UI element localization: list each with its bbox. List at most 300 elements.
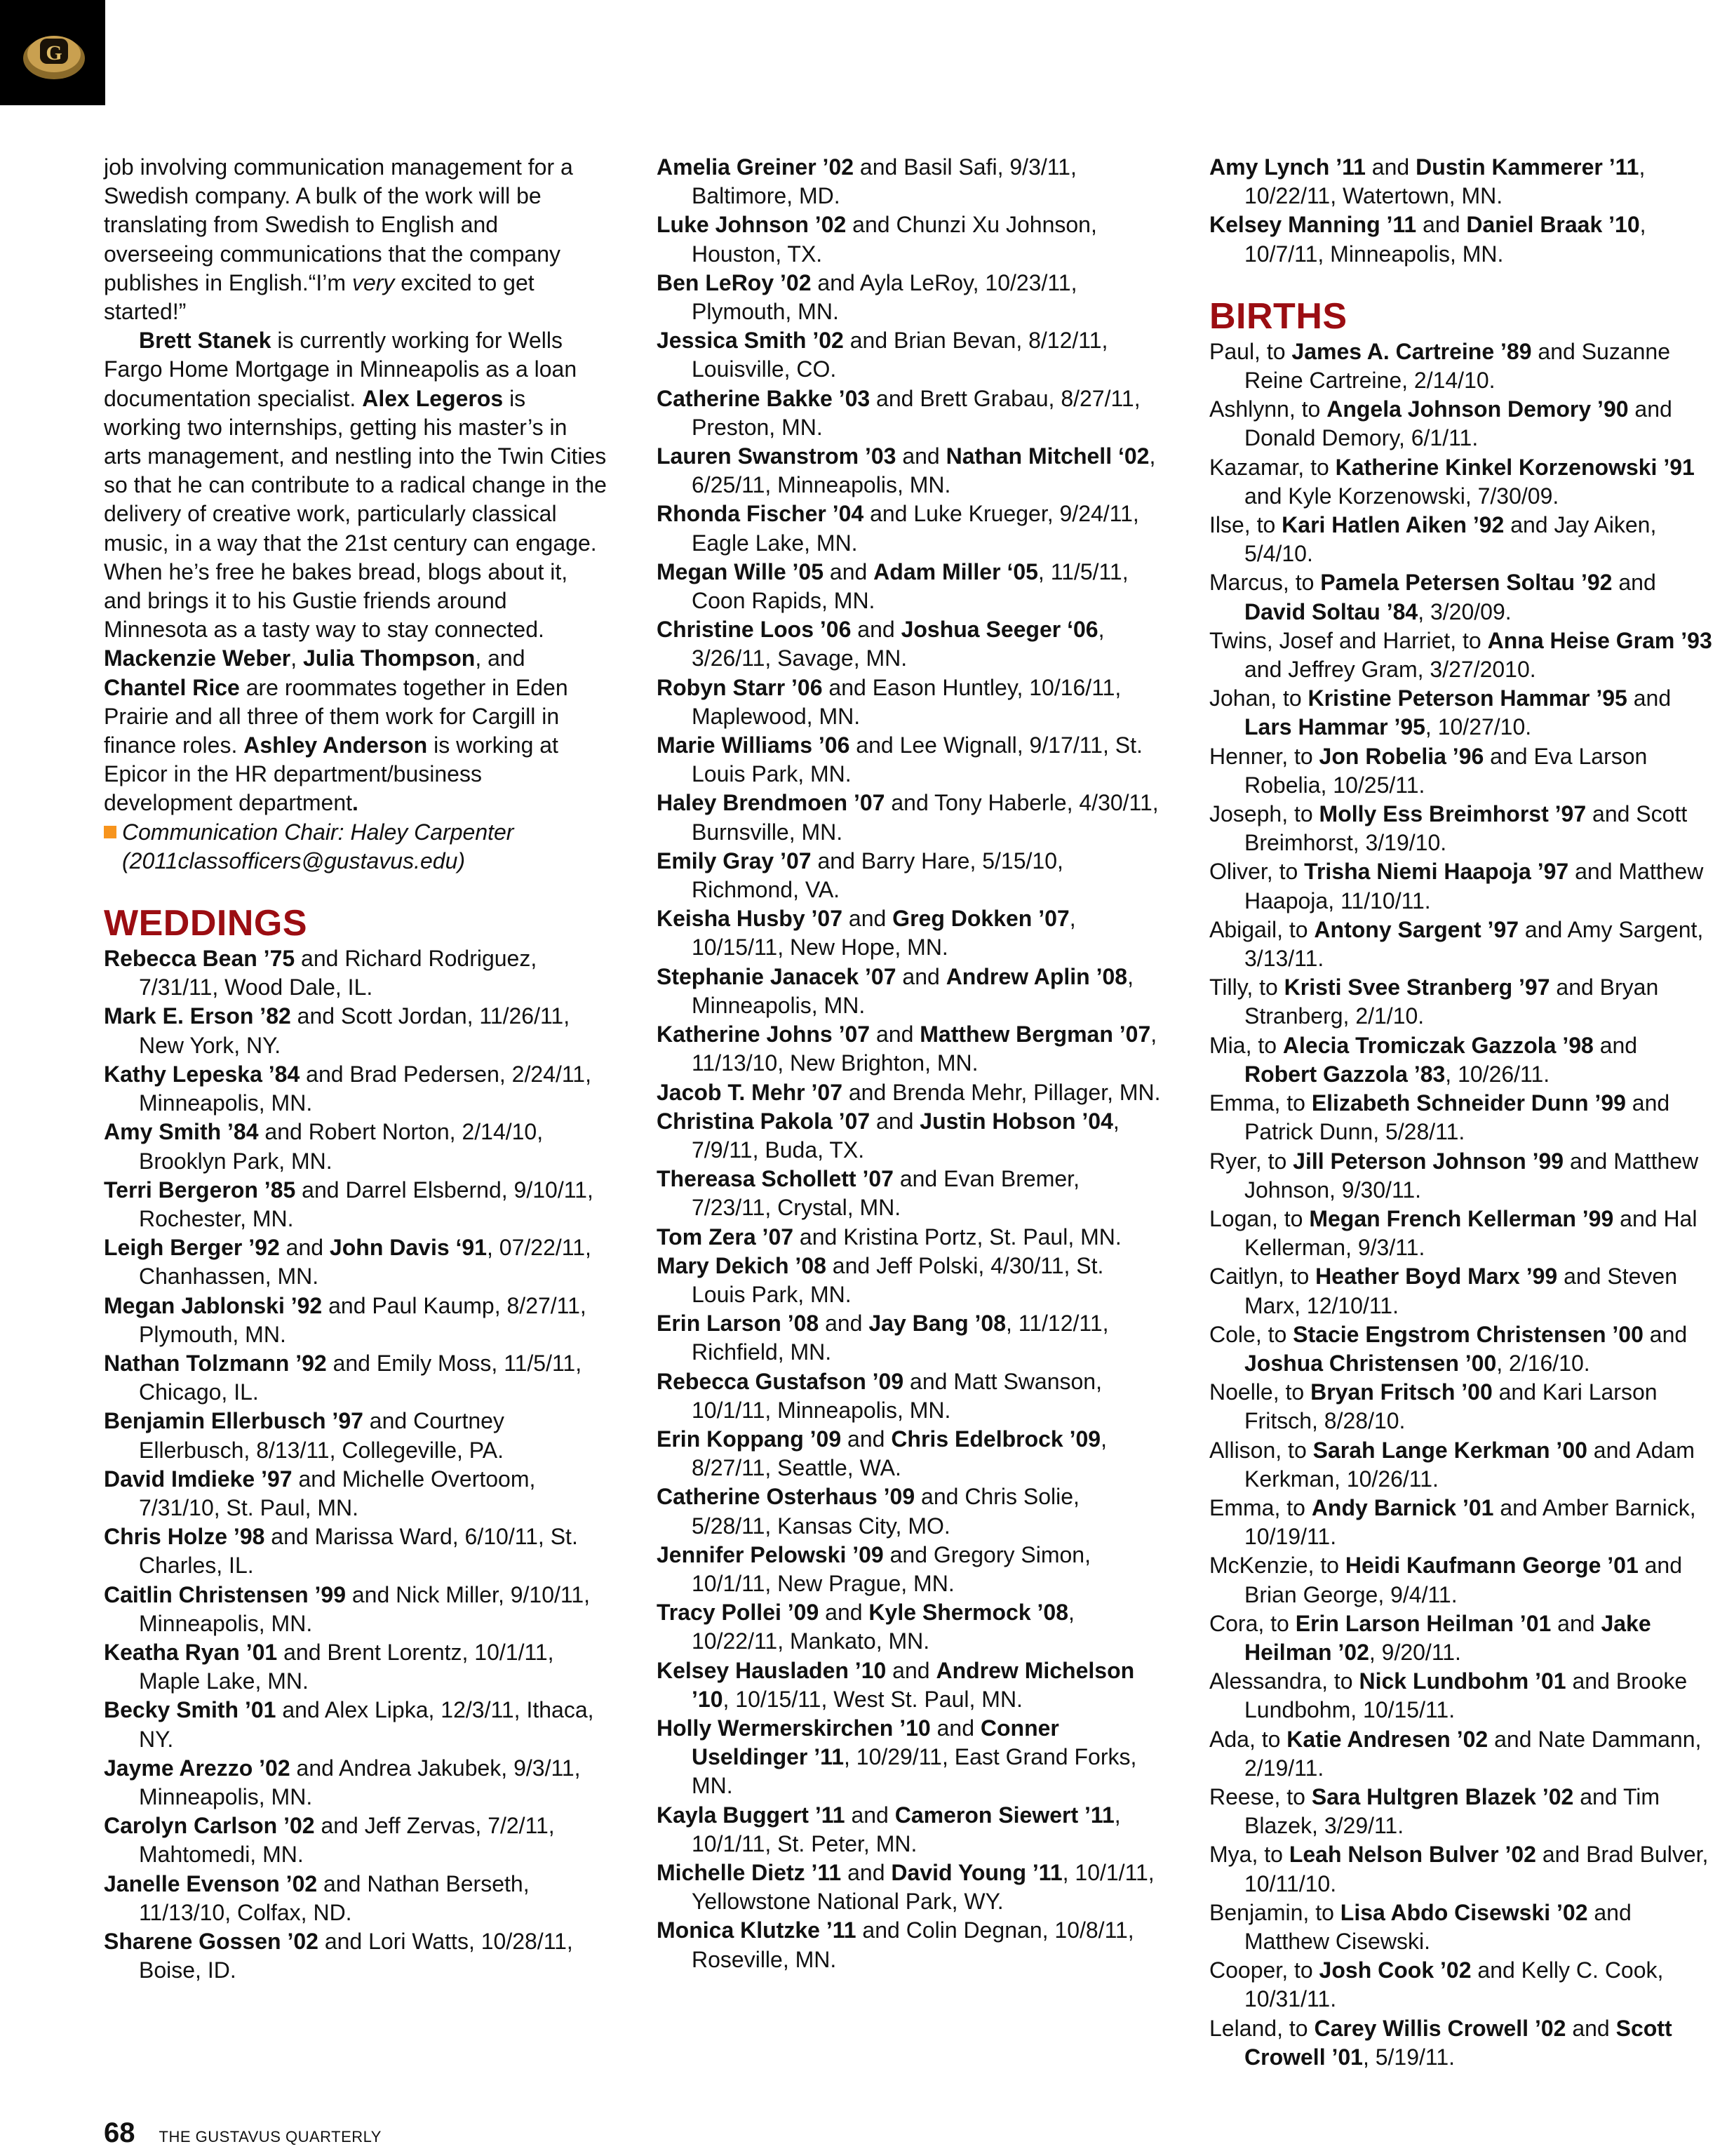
weddings-heading: WEDDINGS [104,903,307,944]
entry-text: and Brian Bevan, 8/12/11, Louisville, CO. [692,328,1108,382]
person-name: Leah Nelson Bulver ’02 [1289,1842,1536,1868]
birth-entry [1209,1378,1714,1435]
birth-entry [1209,857,1714,915]
entry-text: and Basil Safi, 9/3/11, Baltimore, MD. [692,154,1077,209]
person-name: Stephanie Janacek ’07 [657,963,896,989]
svg-text:G: G [46,41,62,65]
person-name: Christine Loos ’06 [657,617,852,643]
class-ring-logo [0,0,105,105]
entry-text: Ryer, to [1209,1148,1293,1174]
entry-text: Tilly, to [1209,975,1284,1000]
entry-text: and [886,1657,936,1683]
person-name: Kyle Shermock ’08 [868,1600,1069,1626]
entry-text: and Brian George, 9/4/11. [1244,1553,1683,1607]
person-name: Emily Gray ’07 [657,848,812,873]
person-name: Haley Brendmoen ’07 [657,790,885,816]
person-name: Sarah Lange Kerkman ’00 [1312,1437,1587,1463]
person-name: Rebecca Bean ’75 [104,946,295,972]
birth-entry [1209,1783,1714,1840]
entry-text: and Kari Larson Fritsch, 8/28/10. [1244,1379,1658,1434]
entry-text: and [1566,2015,1616,2041]
entry-text: and Kelly C. Cook, 10/31/11. [1244,1957,1664,2012]
wedding-entry [657,210,1162,268]
entry-text: and [824,558,874,584]
person-name: Joshua Seeger ‘06 [901,617,1098,643]
birth-entry [1209,337,1714,395]
person-name: Thereasa Schollett ’07 [657,1166,894,1192]
wedding-entry [657,1598,1162,1656]
entry-text: and [1612,570,1656,596]
entry-text: , [290,645,303,671]
entry-text: , Minneapolis, MN. [692,963,1134,1018]
person-name: Brett Stanek [139,328,271,354]
entry-text: , 10/15/11, New Hope, MN. [692,906,1076,960]
entry-text: and [1365,154,1416,180]
birth-entry [1209,627,1714,684]
person-name: . [352,790,358,816]
weddings-list-part1 [104,944,609,1985]
person-name: Antony Sargent ’97 [1314,916,1519,942]
entry-text: McKenzie, to [1209,1553,1345,1579]
column-2 [657,153,1162,1974]
person-name: Megan French Kellerman ’99 [1309,1205,1614,1231]
entry-text: and [930,1715,981,1741]
entry-text: Cole, to [1209,1321,1293,1347]
entry-text: and [819,1311,869,1337]
person-name: Ashley Anderson [243,732,428,758]
wedding-entry [1209,210,1714,268]
person-name: Kari Hatlen Aiken ’92 [1282,512,1505,538]
person-name: Stacie Engstrom Christensen ’00 [1293,1321,1644,1347]
entry-text: and [1627,685,1672,711]
entry-text: and Jeff Polski, 4/30/11, St. Louis Park, MN. [692,1252,1104,1307]
entry-text: Noelle, to [1209,1379,1311,1405]
entry-text: and Eva Larson Robelia, 10/25/11. [1244,743,1648,798]
person-name: Robyn Starr ’06 [657,674,823,700]
class-ring-icon [11,18,95,88]
entry-text: and [841,1426,892,1452]
birth-entry [1209,2014,1714,2072]
person-name: Jill Peterson Johnson ’99 [1293,1148,1564,1174]
wedding-entry [657,615,1162,673]
entry-text: Reese, to [1209,1783,1312,1809]
person-name: Nathan Mitchell ‘02 [946,443,1150,469]
birth-entry [1209,1609,1714,1667]
person-name: Megan Wille ’05 [657,558,824,584]
entry-text: Alessandra, to [1209,1668,1359,1694]
entry-text: and Brenda Mehr, Pillager, MN. [842,1079,1161,1105]
person-name: Erin Larson Heilman ’01 [1295,1610,1552,1636]
entry-text: Ashlynn, to [1209,396,1327,422]
person-name: Josh Cook ’02 [1319,1957,1472,1983]
entry-text: and Barry Hare, 5/15/10, Richmond, VA. [692,848,1063,903]
birth-entry [1209,395,1714,453]
entry-text: and Evan Bremer, 7/23/11, Crystal, MN. [692,1166,1080,1221]
person-name: Terri Bergeron ’85 [104,1177,296,1203]
entry-text: and Adam Kerkman, 10/26/11. [1244,1437,1695,1492]
entry-text: Ilse, to [1209,512,1282,538]
entry-text: Henner, to [1209,743,1319,769]
entry-text: , 10/22/11, Watertown, MN. [1244,154,1646,209]
entry-text: , 10/29/11, East Grand Forks, MN. [692,1744,1137,1799]
entry-text: Twins, Josef and Harriet, to [1209,627,1488,653]
birth-entry [1209,1147,1714,1205]
entry-text: and Donald Demory, 6/1/11. [1244,396,1672,451]
person-name: Catherine Bakke ’03 [657,385,871,411]
entry-text: and Matthew Johnson, 9/30/11. [1244,1148,1699,1203]
person-name: Alecia Tromiczak Gazzola ’98 [1282,1032,1594,1058]
entry-text: and Alex Lipka, 12/3/11, Ithaca, NY. [139,1697,594,1752]
person-name: Adam Miller ‘05 [873,558,1038,584]
entry-text: and Colin Degnan, 10/8/11, Roseville, MN. [692,1917,1134,1972]
entry-text: and [279,1235,330,1261]
entry-text: and Tim Blazek, 3/29/11. [1244,1783,1660,1839]
entry-text: and Nate Dammann, 2/19/11. [1244,1726,1702,1781]
entry-text: Paul, to [1209,338,1292,364]
entry-text: and Tony Haberle, 4/30/11, Burnsville, MN. [692,790,1159,845]
wedding-entry [657,500,1162,557]
entry-text: , 8/27/11, Seattle, WA. [692,1426,1107,1481]
wedding-entry [657,269,1162,326]
entry-text: , 3/26/11, Savage, MN. [692,617,1105,671]
birth-entry [1209,1551,1714,1609]
entry-text: Emma, to [1209,1090,1312,1116]
wedding-entry [104,944,609,1002]
wedding-entry [657,1020,1162,1078]
wedding-entry [104,1233,609,1291]
entry-text: and Nathan Berseth, 11/13/10, Colfax, ND. [139,1870,530,1925]
person-name: Carolyn Carlson ’02 [104,1813,315,1839]
person-name: Caitlin Christensen ’99 [104,1581,346,1607]
weddings-list-part3 [1209,153,1714,269]
person-name: David Soltau ’84 [1244,598,1418,624]
birth-entry [1209,1725,1714,1783]
birth-entry [1209,1667,1714,1725]
entry-text: , 10/15/11, West St. Paul, MN. [722,1686,1023,1712]
entry-text: Benjamin, to [1209,1899,1340,1925]
person-name: Luke Johnson ’02 [657,212,847,238]
wedding-entry [104,1696,609,1753]
person-name: Chris Holze ’98 [104,1524,265,1550]
entry-text: and Paul Kaump, 8/27/11, Plymouth, MN. [139,1292,586,1347]
wedding-entry [657,442,1162,500]
person-name: Cameron Siewert ’11 [894,1802,1115,1828]
entry-text: is working at Epicor in the HR department/business development department [104,732,558,816]
birth-entry [1209,1205,1714,1262]
entry-text: and Matthew Cisewski. [1244,1899,1632,1954]
person-name: Katie Andresen ’02 [1286,1726,1488,1752]
entry-text: and Bryan Stranberg, 2/1/10. [1244,975,1659,1029]
entry-text: Leland, to [1209,2015,1315,2041]
wedding-entry [657,1223,1162,1252]
person-name: Conner Useldinger ’11 [692,1715,1059,1770]
wedding-entry [104,1349,609,1407]
wedding-entry [657,847,1162,904]
entry-text: and [1551,1610,1601,1636]
person-name: Janelle Evenson ’02 [104,1870,318,1896]
entry-text: and [870,1022,920,1047]
person-name: Erin Koppang ’09 [657,1426,842,1452]
birth-entry [1209,1436,1714,1494]
person-name: Erin Larson ’08 [657,1311,819,1337]
entry-text: and Brett Grabau, 8/27/11, Preston, MN. [692,385,1141,440]
person-name: Angela Johnson Demory ’90 [1326,396,1629,422]
wedding-entry [104,1118,609,1175]
person-name: Rebecca Gustafson ’09 [657,1368,904,1394]
person-name: Kristine Peterson Hammar ’95 [1308,685,1627,711]
birth-entry [1209,1089,1714,1146]
entry-text: and Michelle Overtoom, 7/31/10, St. Paul, MN. [139,1466,536,1520]
birth-entry [1209,684,1714,742]
entry-text: and Courtney Ellerbusch, 8/13/11, Collegeville, PA. [139,1408,504,1463]
entry-text: and Eason Huntley, 10/16/11, Maplewood, MN. [692,674,1122,729]
intro-paragraph: job involving communication management for a Swedish company. A bulk of the work will be translating from Swedish to English and overseeing communications that the company publishes in English.“I’m very excited to get started!” [104,154,573,325]
wedding-entry [104,1292,609,1349]
wedding-entry [657,153,1162,210]
entry-text: Allison, to [1209,1437,1313,1463]
entry-text: Abigail, to [1209,916,1315,942]
entry-text: Mya, to [1209,1842,1289,1868]
births-heading: BIRTHS [1209,295,1347,337]
person-name: Tom Zera ’07 [657,1224,794,1250]
entry-text: Logan, to [1209,1205,1310,1231]
person-name: Sara Hultgren Blazek ’02 [1311,1783,1574,1809]
entry-text: and [896,443,946,469]
entry-text: and [870,1108,920,1134]
wedding-entry [657,789,1162,846]
entry-text: , 9/20/11. [1369,1639,1461,1665]
entry-text: Cooper, to [1209,1957,1319,1983]
entry-text: , 11/13/10, New Brighton, MN. [692,1022,1157,1076]
person-name: Jay Bang ’08 [868,1311,1007,1337]
entry-text: is currently working for Wells Fargo Home Mortgage in Minneapolis as a loan documentation specialist. [104,328,577,411]
person-name: Greg Dokken ’07 [892,906,1070,932]
person-name: Sharene Gossen ’02 [104,1928,318,1954]
wedding-entry [657,1367,1162,1425]
wedding-entry [104,1754,609,1812]
wedding-entry [104,1002,609,1059]
person-name: Lars Hammar ’95 [1244,714,1425,740]
person-name: Nick Lundbohm ’01 [1359,1668,1566,1694]
wedding-entry [657,326,1162,384]
wedding-entry [657,731,1162,789]
person-name: Rhonda Fischer ’04 [657,501,864,527]
person-name: Kayla Buggert ’11 [657,1802,845,1828]
class-notes-paragraph [104,326,609,817]
wedding-entry [657,1482,1162,1540]
person-name: Elizabeth Schneider Dunn ’99 [1311,1090,1626,1116]
person-name: Chris Edelbrock ’09 [891,1426,1101,1452]
person-name: Chantel Rice [104,674,240,700]
birth-entry [1209,511,1714,568]
entry-text: and Brent Lorentz, 10/1/11, Maple Lake, MN. [139,1639,554,1694]
person-name: Jake Heilman ’02 [1244,1610,1651,1665]
person-name: David Young ’11 [891,1859,1063,1885]
entry-text: Marcus, to [1209,570,1321,596]
weddings-list-part2 [657,153,1162,1974]
wedding-entry [657,1801,1162,1859]
entry-text: and Jeff Zervas, 7/2/11, Mahtomedi, MN. [139,1813,555,1868]
person-name: Megan Jablonski ’92 [104,1292,323,1318]
wedding-entry [657,384,1162,442]
entry-text: and Steven Marx, 12/10/11. [1244,1264,1677,1318]
entry-text: , 07/22/11, Chanhassen, MN. [139,1235,591,1290]
person-name: Pamela Petersen Soltau ’92 [1320,570,1613,596]
person-name: Joshua Christensen ’00 [1244,1350,1497,1376]
person-name: Benjamin Ellerbusch ’97 [104,1408,363,1434]
person-name: Alex Legeros [362,385,504,411]
person-name: Trisha Niemi Haapoja ’97 [1304,859,1569,885]
wedding-entry [657,904,1162,962]
entry-text: Cora, to [1209,1610,1296,1636]
entry-text: Oliver, to [1209,859,1305,885]
person-name: John Davis ‘91 [329,1235,488,1261]
person-name: Lisa Abdo Cisewski ’02 [1340,1899,1588,1925]
entry-text: and Lori Watts, 10/28/11, Boise, ID. [139,1928,573,1983]
person-name: Marie Williams ’06 [657,732,850,758]
entry-text: and Robert Norton, 2/14/10, Brooklyn Park, MN. [139,1119,544,1174]
entry-text: is working two internships, getting his master’s in arts management, and nestling into the Twin Cities so that he can contribute to a radical change in the delivery of creative work, particularly classical music, in a way that the 21st century can engage. When he’s free he bakes bread, blogs about it, and brings it to his Gustie friends around Minnesota as a tasty way to stay connected. [104,385,607,643]
entry-text: , 5/19/11. [1362,2044,1456,2070]
entry-text: and Kristina Portz, St. Paul, MN. [793,1224,1122,1250]
column-1 [104,153,609,1985]
person-name: Holly Wermerskirchen ’10 [657,1715,931,1741]
entry-text: and Matt Swanson, 10/1/11, Minneapolis, MN. [692,1368,1102,1423]
entry-text: and Chunzi Xu Johnson, Houston, TX. [692,212,1097,267]
birth-entry [1209,1494,1714,1551]
entry-text: Emma, to [1209,1494,1312,1520]
birth-entry [1209,1956,1714,2014]
wedding-entry [104,1060,609,1118]
entry-text: and [851,617,901,643]
person-name: Andrew Michelson ’10 [692,1657,1135,1712]
entry-text: , 10/27/10. [1425,714,1532,740]
wedding-entry [657,1107,1162,1165]
entry-text: and Brad Bulver, 10/11/10. [1244,1842,1709,1896]
wedding-entry [104,1176,609,1233]
wedding-entry [104,1638,609,1696]
person-name: Jon Robelia ’96 [1319,743,1484,769]
person-name: James A. Cartreine ’89 [1291,338,1532,364]
birth-entry [1209,453,1714,511]
person-name: Nathan Tolzmann ’92 [104,1350,327,1376]
person-name: Molly Ess Breimhorst ’97 [1319,801,1587,827]
person-name: Heidi Kaufmann George ’01 [1345,1553,1639,1579]
person-name: Bryan Fritsch ’00 [1310,1379,1493,1405]
entry-text: , 10/1/11, Yellowstone National Park, WY. [692,1859,1155,1915]
entry-text: Joseph, to [1209,801,1319,827]
person-name: Amelia Greiner ’02 [657,154,854,180]
entry-text: and Amy Sargent, 3/13/11. [1244,916,1704,972]
person-name: Dustin Kammerer ’11 [1416,154,1639,180]
entry-text: and Matthew Haapoja, 11/10/11. [1244,859,1704,913]
entry-text: and Darrel Elsbernd, 9/10/11, Rochester, MN. [139,1177,593,1231]
person-name: Kathy Lepeska ’84 [104,1061,300,1087]
person-name: Jessica Smith ’02 [657,328,844,354]
entry-text: , 2/16/10. [1496,1350,1590,1376]
person-name: Robert Gazzola ’83 [1244,1061,1446,1087]
person-name: Julia Thompson [302,645,476,671]
wedding-entry [104,1465,609,1522]
person-name: Heather Boyd Marx ’99 [1315,1264,1558,1290]
birth-entry [1209,1320,1714,1378]
person-name: Anna Heise Gram ’93 [1487,627,1712,653]
person-name: Daniel Braak ’10 [1466,212,1640,238]
birth-entry [1209,916,1714,973]
bullet-square-icon [104,826,116,838]
entry-text: , and [475,645,525,671]
entry-text: are roommates together in Eden Prairie and all three of them work for Cargill in finance roles. [104,674,568,758]
person-name: Katherine Johns ’07 [657,1022,871,1047]
birth-entry [1209,742,1714,800]
entry-text: Johan, to [1209,685,1308,711]
wedding-entry [657,1165,1162,1222]
person-name: Carey Willis Crowell ’02 [1314,2015,1566,2041]
entry-text: and [1643,1321,1688,1347]
entry-text: and Jeffrey Gram, 3/27/2010. [1244,657,1536,683]
entry-text: Ada, to [1209,1726,1287,1752]
wedding-entry [104,1522,609,1580]
person-name: Lauren Swanstrom ’03 [657,443,896,469]
person-name: Kelsey Hausladen ’10 [657,1657,887,1683]
entry-text: and Gregory Simon, 10/1/11, New Prague, MN. [692,1541,1091,1596]
person-name: Ben LeRoy ’02 [657,269,812,295]
wedding-entry [657,1541,1162,1598]
person-name: Mark E. Erson ’82 [104,1003,291,1029]
wedding-entry [104,1870,609,1927]
birth-entry [1209,1899,1714,1956]
person-name: Jayme Arezzo ’02 [104,1755,290,1781]
person-name: Amy Lynch ’11 [1209,154,1366,180]
page-number: 68 [104,2117,135,2148]
entry-text: and Richard Rodriguez, 7/31/11, Wood Dale, IL. [139,946,537,1000]
wedding-entry [657,1252,1162,1309]
birth-entry [1209,1031,1714,1089]
person-name: Tracy Pollei ’09 [657,1600,819,1626]
entry-text: and [842,906,893,932]
person-name: Michelle Dietz ’11 [657,1859,842,1885]
wedding-entry [657,1309,1162,1367]
page-footer [104,2117,382,2149]
entry-text: and Kyle Korzenowski, 7/30/09. [1244,483,1559,509]
entry-text: and Emily Moss, 11/5/11, Chicago, IL. [139,1350,582,1405]
birth-entry [1209,973,1714,1031]
person-name: Jennifer Pelowski ’09 [657,1541,884,1567]
birth-entry [1209,1262,1714,1320]
entry-text: and Amber Barnick, 10/19/11. [1244,1494,1696,1550]
entry-text: and Lee Wignall, 9/17/11, St. Louis Park, MN. [692,732,1143,787]
entry-text: and Patrick Dunn, 5/28/11. [1244,1090,1670,1145]
entry-text: , 6/25/11, Minneapolis, MN. [692,443,1156,498]
entry-text: , 3/20/09. [1418,598,1512,624]
entry-text: and Scott Breimhorst, 3/19/10. [1244,801,1688,856]
entry-text: and [1593,1032,1638,1058]
entry-text: , 10/26/11. [1445,1061,1550,1087]
entry-text: and Andrea Jakubek, 9/3/11, Minneapolis, MN. [139,1755,581,1809]
entry-text: and [896,963,946,989]
person-name: Mary Dekich ’08 [657,1252,826,1278]
person-name: Kristi Svee Stranberg ’97 [1284,975,1550,1000]
person-name: Katherine Kinkel Korzenowski ’91 [1335,454,1695,480]
entry-text: and [1416,212,1467,238]
entry-text: and Suzanne Reine Cartreine, 2/14/10. [1244,338,1671,394]
person-name: Christina Pakola ’07 [657,1108,871,1134]
person-name: Justin Hobson ’04 [920,1108,1113,1134]
entry-text: , 7/9/11, Buda, TX. [692,1108,1120,1163]
person-name: Andrew Aplin ’08 [946,963,1128,989]
publication-name: THE GUSTAVUS QUARTERLY [159,2128,382,2145]
person-name: Keatha Ryan ’01 [104,1639,278,1665]
